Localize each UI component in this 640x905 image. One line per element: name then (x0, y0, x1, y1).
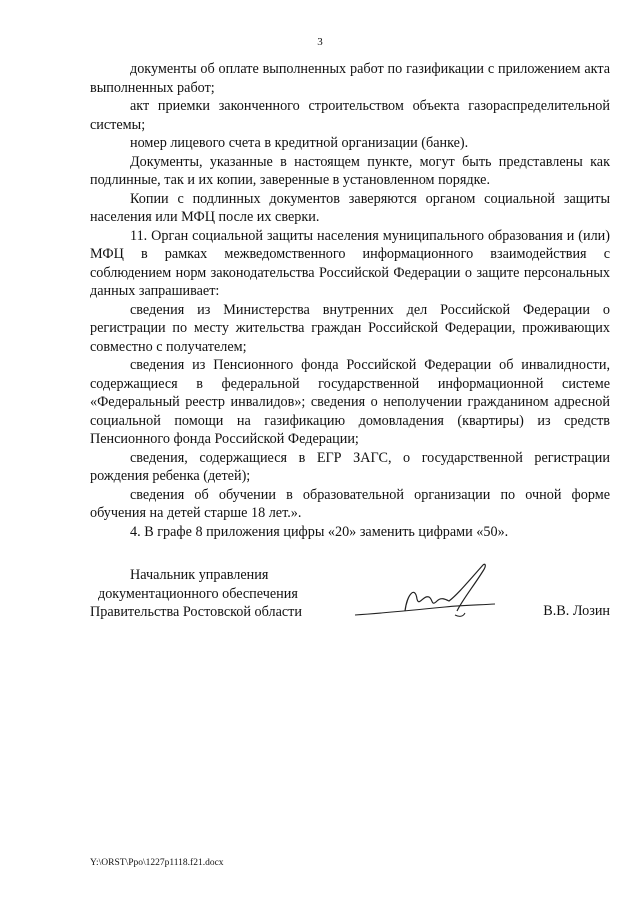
paragraph: 4. В графе 8 приложения цифры «20» заменить цифрами «50». (130, 523, 509, 540)
document-body (90, 60, 610, 541)
paragraph: акт приемки законченного строительством объекта газораспределительной системы; (90, 98, 610, 133)
paragraph: Документы, указанные в настоящем пункте, могут быть представлены как подлинные, так и их копии, заверенные в установленном порядке. (90, 153, 610, 188)
handwritten-signature (345, 555, 505, 635)
paragraph: сведения из Пенсионного фонда Российской Федерации об инвалидности, содержащиеся в федеральной государственной информационной системе «Федеральный реестр инвалидов»; сведения о неполучении гражданином адресной социальной помощи на газификацию домовладения (квартиры) из средств Пенсионного фонда Российской Федерации; (90, 357, 610, 447)
paragraph: Копии с подлинных документов заверяются органом социальной защиты населения или МФЦ после их сверки. (90, 190, 610, 225)
paragraph: номер лицевого счета в кредитной организации (банке). (130, 135, 469, 151)
paragraph: сведения об обучении в образовательной организации по очной форме обучения на детей старше 18 лет.». (90, 486, 610, 521)
paragraph: сведения, содержащиеся в ЕГР ЗАГС, о государственной регистрации рождения ребенка (детей); (90, 449, 610, 484)
paragraph: документы об оплате выполненных работ по газификации с приложением акта выполненных работ; (90, 61, 610, 96)
signatory-title-line: Правительства Ростовской области (90, 604, 302, 620)
signatory-title (90, 566, 302, 622)
paragraph: сведения из Министерства внутренних дел Российской Федерации о регистрации по месту жительства граждан Российской Федерации, проживающих совместно с получателем; (90, 301, 610, 355)
signatory-title-line: Начальник управления (130, 567, 269, 583)
signatory-title-line: документационного обеспечения (98, 585, 298, 602)
paragraph: 11. Орган социальной защиты населения муниципального образования и (или) МФЦ в рамках межведомственного информационного взаимодействия с соблюдением норм законодательства Российской Федерации о защите персональных данных запрашивает: (90, 227, 610, 299)
signatory-name: В.В. Лозин (543, 603, 610, 619)
page-number: 3 (317, 36, 323, 48)
file-path-footer: Y:\ORST\Ppo\1227p1118.f21.docx (90, 858, 224, 868)
